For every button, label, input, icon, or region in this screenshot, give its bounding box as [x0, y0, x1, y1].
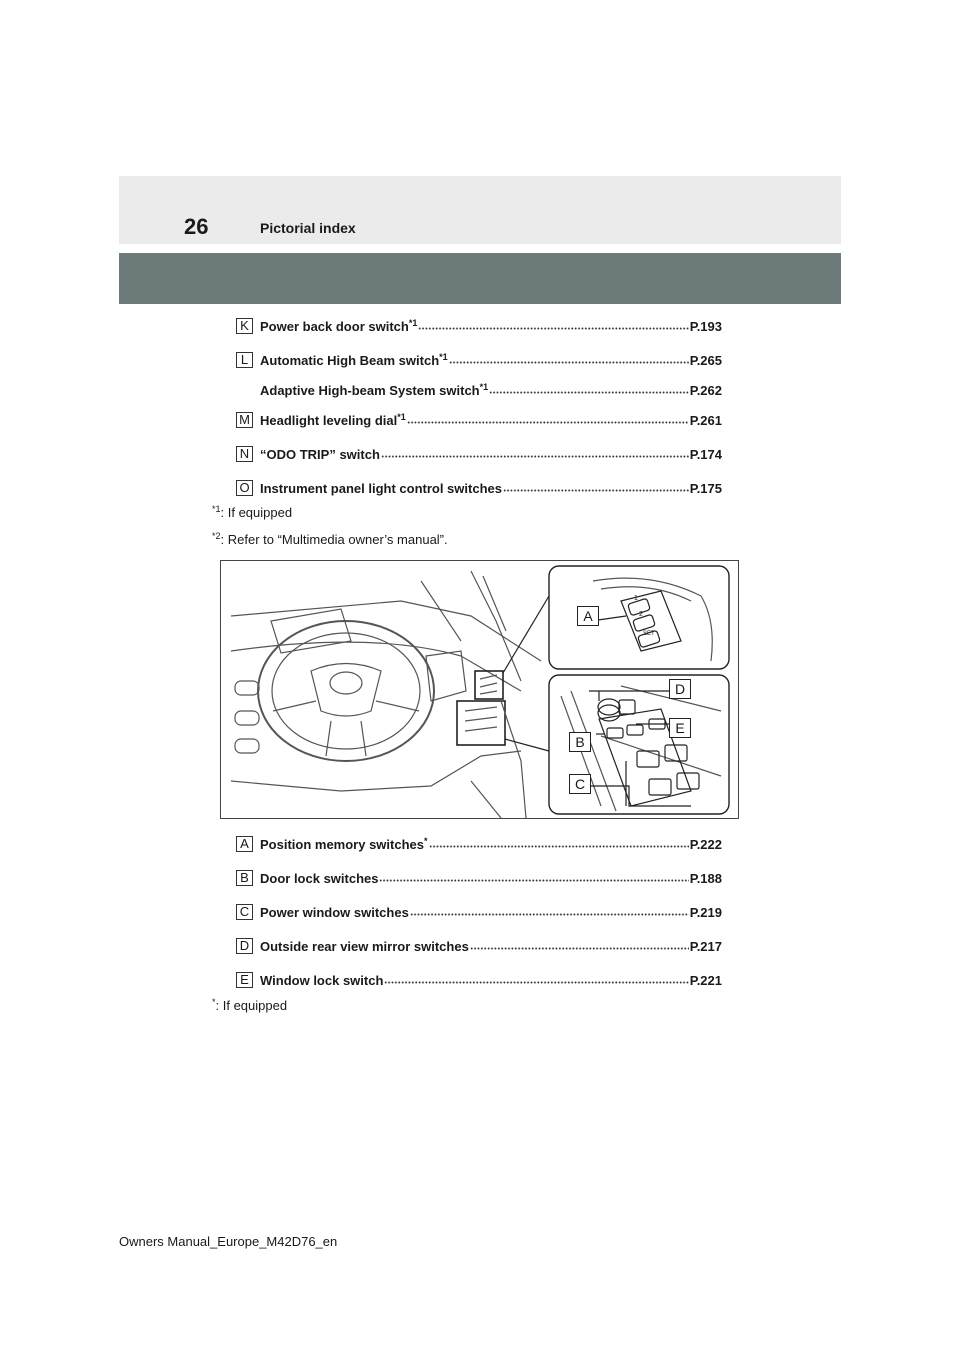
- callout-e: E: [669, 718, 691, 738]
- index-entry-b[interactable]: [236, 868, 722, 888]
- entry-letter: D: [236, 938, 253, 954]
- section-divider-band: [119, 253, 841, 304]
- dot-leader: [407, 410, 689, 430]
- entry-label: Headlight leveling dial$^{*1}$: [260, 412, 406, 428]
- callout-b: B: [569, 732, 591, 752]
- index-entry-c[interactable]: [236, 902, 722, 922]
- entry-page-ref[interactable]: P.193: [689, 318, 722, 334]
- dot-leader: [418, 316, 688, 336]
- entry-page-ref[interactable]: P.174: [689, 446, 722, 462]
- footnote-if-equipped-bottom: *: If equipped: [212, 997, 288, 1013]
- memory-button-2-label: 2: [639, 611, 643, 618]
- entry-page-ref[interactable]: P.175: [689, 480, 722, 496]
- entry-label: Power back door switch$^{*1}$: [260, 318, 418, 334]
- dot-leader: [429, 834, 689, 854]
- index-entry-a[interactable]: [236, 834, 722, 854]
- entry-label: “ODO TRIP” switch: [260, 446, 380, 462]
- index-entry-d[interactable]: [236, 936, 722, 956]
- entry-page-ref[interactable]: P.188: [689, 870, 722, 886]
- callout-c: C: [569, 774, 591, 794]
- callout-d: D: [669, 679, 691, 699]
- dot-leader: [489, 380, 689, 400]
- entry-page-ref[interactable]: P.221: [689, 972, 722, 988]
- memory-set-button-label: SET: [643, 631, 655, 637]
- index-entry-l[interactable]: [236, 350, 722, 370]
- entry-page-ref[interactable]: P.217: [689, 938, 722, 954]
- entry-label: Outside rear view mirror switches: [260, 938, 469, 954]
- memory-button-1-label: 1: [634, 595, 638, 602]
- dot-leader: [503, 478, 689, 498]
- entry-page-ref[interactable]: P.262: [689, 382, 722, 398]
- entry-letter: M: [236, 412, 253, 428]
- entry-letter: E: [236, 972, 253, 988]
- dot-leader: [449, 350, 689, 370]
- entry-label: Adaptive High-beam System switch$^{*1}$: [260, 382, 489, 398]
- entry-label: Instrument panel light control switches: [260, 480, 502, 496]
- entry-letter: C: [236, 904, 253, 920]
- page-number: 26: [184, 214, 209, 239]
- entry-page-ref[interactable]: P.219: [689, 904, 722, 920]
- callout-a: A: [577, 606, 599, 626]
- footnote-multimedia: $^{*2}$: Refer to “Multimedia owner’s manual”.: [212, 531, 448, 547]
- dot-leader: [384, 970, 688, 990]
- footnote-if-equipped: $^{*1}$: If equipped: [212, 504, 293, 520]
- footer-document-id: Owners Manual_Europe_M42D76_en: [119, 1234, 338, 1249]
- dot-leader: [381, 444, 689, 464]
- header-band: [119, 176, 841, 244]
- entry-label: Window lock switch: [260, 972, 384, 988]
- entry-label: Power window switches: [260, 904, 409, 920]
- entry-page-ref[interactable]: P.261: [689, 412, 722, 428]
- entry-letter: L: [236, 352, 253, 368]
- entry-label: Door lock switches: [260, 870, 379, 886]
- index-entry-m[interactable]: [236, 410, 722, 430]
- dashboard-line-drawing: [221, 561, 738, 818]
- entry-letter: N: [236, 446, 253, 462]
- index-entry-n[interactable]: [236, 444, 722, 464]
- entry-label: Automatic High Beam switch$^{*1}$: [260, 352, 448, 368]
- section-title: Pictorial index: [260, 220, 356, 236]
- entry-letter: B: [236, 870, 253, 886]
- entry-letter: O: [236, 480, 253, 496]
- index-entry-o[interactable]: [236, 478, 722, 498]
- dot-leader: [470, 936, 689, 956]
- dot-leader: [379, 868, 688, 888]
- dashboard-illustration: [220, 560, 739, 819]
- index-entry-e[interactable]: [236, 970, 722, 990]
- dot-leader: [410, 902, 689, 922]
- entry-letter: K: [236, 318, 253, 334]
- entry-page-ref[interactable]: P.265: [689, 352, 722, 368]
- index-entry-l-alt[interactable]: [236, 380, 722, 400]
- index-entry-k[interactable]: [236, 316, 722, 336]
- entry-page-ref[interactable]: P.222: [689, 836, 722, 852]
- entry-letter: A: [236, 836, 253, 852]
- entry-label: Position memory switches*: [260, 836, 428, 852]
